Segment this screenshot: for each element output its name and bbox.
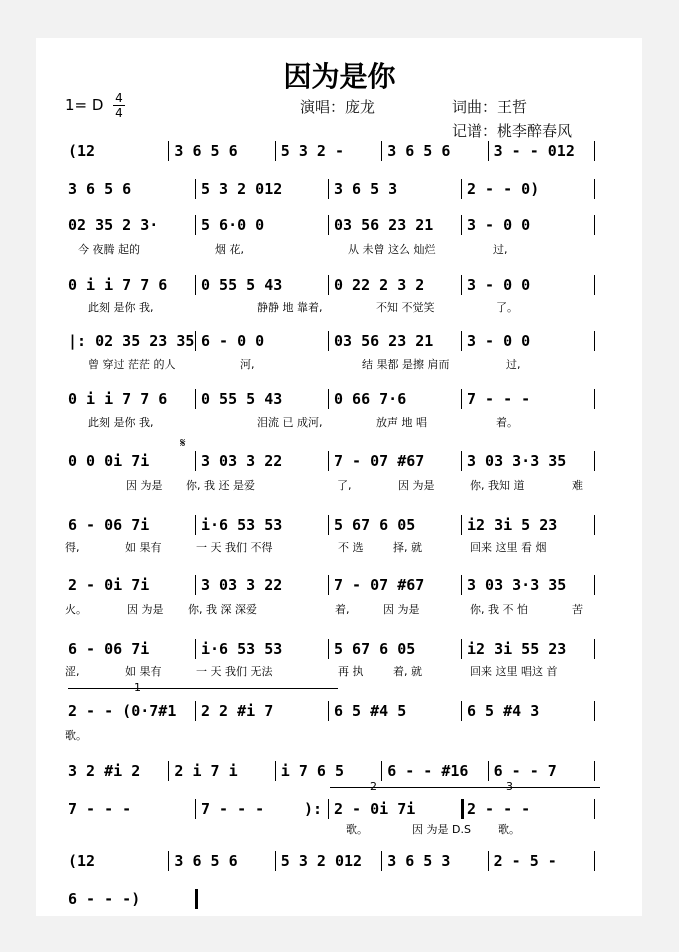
barline — [594, 275, 595, 295]
barline — [328, 451, 329, 471]
barline — [461, 701, 462, 721]
lyric-text: 今 夜腾 起的 — [78, 243, 140, 256]
lyric-text: 因 为是 — [126, 479, 163, 492]
measure-notes: 7 - - - — [68, 800, 132, 818]
time-signature-top: 4 — [115, 91, 123, 105]
measure-notes: 0 0 0i 7i — [68, 452, 150, 470]
measure-notes: 3 6 5 6 — [174, 142, 238, 160]
barline — [328, 389, 329, 409]
repeat-end-mark: ): — [304, 800, 323, 818]
measure-notes: 03 56 23 21 — [334, 332, 434, 350]
lyric-text: 放声 地 唱 — [376, 416, 427, 429]
measure-notes: 03 56 23 21 — [334, 216, 434, 234]
lyric-text: 回来 这里 唱这 首 — [470, 665, 558, 678]
measure-notes: 3 - - 012 — [493, 142, 575, 160]
segno-mark: 𝄋 — [180, 436, 186, 451]
lyric-row — [0, 242, 679, 258]
barline — [381, 851, 382, 871]
barline — [381, 141, 382, 161]
lyric-text: 涩, — [65, 665, 80, 678]
lyric-text: 因 为是 D.S — [412, 823, 471, 836]
notation-row — [0, 700, 679, 722]
lyric-text: 再 执 — [338, 665, 364, 678]
transcriber-credit: 记谱：桃李醉春风 — [452, 122, 573, 140]
barline — [594, 331, 595, 351]
volta-bracket-2 — [330, 787, 480, 788]
lyric-row — [0, 664, 679, 680]
barline — [461, 331, 462, 351]
lyric-text: 一 天 我们 不得 — [196, 541, 273, 554]
measure-notes: 3 6 5 3 — [387, 852, 451, 870]
barline — [195, 179, 196, 199]
lyric-text: 因 为是 — [398, 479, 435, 492]
time-signature — [113, 92, 125, 119]
measure-notes: 6 - - #16 — [387, 762, 469, 780]
measure-notes: 2 - - (0·7#1 — [68, 702, 177, 720]
measure-notes: 5 67 6 05 — [334, 516, 416, 534]
lyric-text: 择, 就 — [393, 541, 422, 554]
lyric-row — [0, 478, 679, 494]
barline — [461, 275, 462, 295]
lyric-text: 歌。 — [346, 823, 368, 836]
measure-notes: 2 - - - — [467, 800, 531, 818]
measure-notes: 6 5 #4 3 — [467, 702, 540, 720]
measure-notes: (12 — [68, 852, 96, 870]
lyric-row — [0, 602, 679, 618]
lyric-text: 你, 我 不 怕 — [470, 603, 528, 616]
barline — [328, 701, 329, 721]
barline — [328, 515, 329, 535]
measure-notes: 7 - 07 #67 — [334, 576, 425, 594]
lyric-text: 歌。 — [65, 729, 87, 742]
barline — [594, 575, 595, 595]
barline — [328, 799, 329, 819]
lyric-text: 了。 — [496, 301, 518, 314]
lyric-row — [0, 822, 679, 838]
barline — [594, 851, 595, 871]
lyric-text: 过, — [506, 358, 521, 371]
notation-row — [0, 388, 679, 410]
measure-notes: 3 6 5 3 — [334, 180, 398, 198]
measure-notes: 3 - 0 0 — [467, 332, 531, 350]
measure-notes: (12 — [68, 142, 96, 160]
barline — [195, 275, 196, 295]
measure-notes: i2 3i 5 23 — [467, 516, 558, 534]
lyric-text: 此刻 是你 我, — [88, 416, 154, 429]
measure-notes: 6 5 #4 5 — [334, 702, 407, 720]
barline — [328, 639, 329, 659]
notation-row — [0, 140, 679, 162]
barline — [381, 761, 382, 781]
measure-notes: 3 6 5 6 — [387, 142, 451, 160]
barline — [275, 141, 276, 161]
barline — [195, 331, 196, 351]
lyric-text: 烟 花, — [215, 243, 244, 256]
lyric-text: 着。 — [496, 416, 518, 429]
lyric-text: 河, — [240, 358, 255, 371]
notation-row — [0, 760, 679, 782]
barline — [594, 179, 595, 199]
barline — [488, 851, 489, 871]
measure-notes: |: 02 35 23 35 — [68, 332, 195, 350]
barline — [328, 331, 329, 351]
lyric-text: 难 — [572, 479, 583, 492]
barline — [594, 701, 595, 721]
lyric-text: 得, — [65, 541, 80, 554]
lyric-text: 着, — [335, 603, 350, 616]
measure-notes: 3 2 #i 2 — [68, 762, 141, 780]
measure-notes: 6 - 06 7i — [68, 640, 150, 658]
lyricist-credit: 词曲：王哲 — [452, 98, 528, 116]
measure-notes: i2 3i 55 23 — [467, 640, 567, 658]
lyric-row — [0, 357, 679, 373]
barline — [328, 215, 329, 235]
lyric-text: 结 果都 是擦 肩而 — [362, 358, 450, 371]
measure-notes: 0 55 5 43 — [201, 276, 283, 294]
barline — [488, 761, 489, 781]
notation-row — [0, 888, 679, 910]
notation-row — [0, 574, 679, 596]
volta-1-label: 1 — [134, 681, 141, 694]
lyric-text: 如 果有 — [125, 665, 162, 678]
volta-bracket-3 — [480, 787, 600, 788]
measure-notes: 7 - 07 #67 — [334, 452, 425, 470]
barline — [195, 575, 196, 595]
barline — [594, 451, 595, 471]
notation-row — [0, 850, 679, 872]
song-title: 因为是你 — [283, 60, 396, 93]
lyric-text: 静静 地 靠着, — [257, 301, 323, 314]
barline — [461, 389, 462, 409]
lyric-text: 歌。 — [498, 823, 520, 836]
lyric-row — [0, 415, 679, 431]
lyric-text: 泪流 已 成河, — [257, 416, 323, 429]
measure-notes: 0 55 5 43 — [201, 390, 283, 408]
barline — [168, 851, 169, 871]
lyric-text: 不 选 — [338, 541, 364, 554]
barline — [195, 639, 196, 659]
notation-row — [0, 178, 679, 200]
barline — [594, 639, 595, 659]
measure-notes: 3 6 5 6 — [174, 852, 238, 870]
notation-row — [0, 798, 679, 820]
volta-2-label: 2 — [370, 780, 377, 793]
measure-notes: 6 - - 7 — [493, 762, 557, 780]
lyric-text: 火。 — [65, 603, 87, 616]
measure-notes: 2 i 7 i — [174, 762, 238, 780]
barline — [195, 215, 196, 235]
lyric-row — [0, 728, 679, 744]
lyric-text: 因 为是 — [383, 603, 420, 616]
barline — [594, 215, 595, 235]
volta-3-label: 3 — [506, 780, 513, 793]
time-signature-bottom: 4 — [115, 106, 123, 120]
barline — [328, 575, 329, 595]
key-signature: 1= D — [65, 96, 104, 114]
lyric-row — [0, 540, 679, 556]
measure-notes: 6 - 06 7i — [68, 516, 150, 534]
measure-notes: 3 - 0 0 — [467, 276, 531, 294]
barline — [195, 889, 198, 909]
barline — [195, 451, 196, 471]
notation-row — [0, 638, 679, 660]
barline — [275, 761, 276, 781]
lyric-row — [0, 300, 679, 316]
sheet-background — [36, 38, 642, 916]
barline — [195, 799, 196, 819]
measure-notes: 2 2 #i 7 — [201, 702, 274, 720]
barline — [594, 761, 595, 781]
measure-notes: 0 i i 7 7 6 — [68, 390, 168, 408]
lyric-text: 不知 不觉笑 — [376, 301, 435, 314]
measure-notes: 0 22 2 3 2 — [334, 276, 425, 294]
measure-notes: 2 - 0i 7i — [334, 800, 416, 818]
singer-credit: 演唱：庞龙 — [300, 98, 376, 116]
barline — [328, 179, 329, 199]
measure-notes: 3 - 0 0 — [467, 216, 531, 234]
barline — [461, 639, 462, 659]
measure-notes: 2 - 5 - — [493, 852, 557, 870]
lyric-text: 你, 我知 道 — [470, 479, 525, 492]
measure-notes: 3 6 5 6 — [68, 180, 132, 198]
barline — [594, 141, 595, 161]
barline — [594, 515, 595, 535]
measure-notes: 3 03 3·3 35 — [467, 452, 567, 470]
barline — [594, 389, 595, 409]
notation-row — [0, 214, 679, 236]
measure-notes: 5 3 2 012 — [201, 180, 283, 198]
measure-notes: 5 3 2 012 — [280, 852, 363, 870]
lyric-text: 回来 这里 看 烟 — [470, 541, 547, 554]
measure-notes: 0 66 7·6 — [334, 390, 407, 408]
measure-notes: 5 6·0 0 — [201, 216, 265, 234]
barline — [195, 389, 196, 409]
barline — [461, 515, 462, 535]
lyric-text: 从 未曾 这么 灿烂 — [348, 243, 436, 256]
measure-notes: 5 3 2 - — [280, 142, 345, 160]
barline — [195, 701, 196, 721]
barline — [328, 275, 329, 295]
measure-notes: i·6 53 53 — [201, 640, 283, 658]
measure-notes: 2 - 0i 7i — [68, 576, 150, 594]
lyric-text: 苦 — [572, 603, 583, 616]
measure-notes: i·6 53 53 — [201, 516, 283, 534]
barline — [461, 575, 462, 595]
measure-notes: 5 67 6 05 — [334, 640, 416, 658]
notation-row — [0, 514, 679, 536]
barline — [461, 179, 462, 199]
measure-notes: 6 - 0 0 — [201, 332, 265, 350]
measure-notes: 3 03 3 22 — [201, 452, 283, 470]
lyric-text: 了, — [337, 479, 352, 492]
measure-notes: 3 03 3 22 — [201, 576, 283, 594]
volta-bracket-1 — [68, 688, 338, 689]
barline — [594, 799, 595, 819]
barline — [195, 515, 196, 535]
measure-notes: 7 - - - — [201, 800, 265, 818]
notation-row — [0, 330, 679, 352]
lyric-text: 你, 我 还 是爱 — [186, 479, 255, 492]
measure-notes: 02 35 2 3· — [68, 216, 159, 234]
measure-notes: 3 03 3·3 35 — [467, 576, 567, 594]
barline — [488, 141, 489, 161]
measure-notes: 0 i i 7 7 6 — [68, 276, 168, 294]
measure-notes: 6 - - -) — [68, 890, 141, 908]
measure-notes: 7 - - - — [467, 390, 531, 408]
notation-row — [0, 450, 679, 472]
barline — [275, 851, 276, 871]
barline — [168, 761, 169, 781]
notation-row — [0, 274, 679, 296]
barline — [461, 451, 462, 471]
barline — [461, 799, 464, 819]
measure-notes: i 7 6 5 — [280, 762, 345, 780]
lyric-text: 此刻 是你 我, — [88, 301, 154, 314]
lyric-text: 过, — [493, 243, 508, 256]
barline — [461, 215, 462, 235]
barline — [168, 141, 169, 161]
measure-notes: 2 - - 0) — [467, 180, 540, 198]
lyric-text: 一 天 我们 无法 — [196, 665, 273, 678]
lyric-text: 你, 我 深 深爱 — [188, 603, 257, 616]
lyric-text: 如 果有 — [125, 541, 162, 554]
lyric-text: 着, 就 — [393, 665, 422, 678]
lyric-text: 曾 穿过 茫茫 的人 — [88, 358, 176, 371]
lyric-text: 因 为是 — [127, 603, 164, 616]
